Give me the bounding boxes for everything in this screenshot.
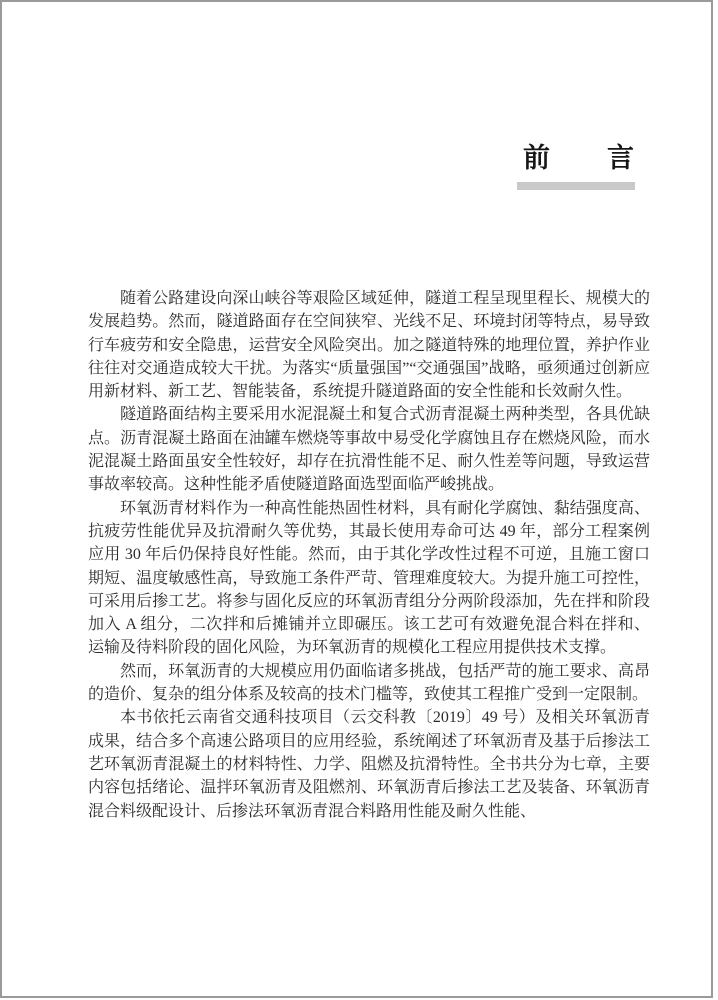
preface-paragraph-4: 然而，环氧沥青的大规模应用仍面临诸多挑战，包括严苛的施工要求、高昂的造价、复杂的组分体系及较高的技术门槛等，致使其工程推广受到一定限制。 bbox=[88, 662, 650, 704]
title-underline-bar bbox=[517, 182, 635, 190]
preface-text bbox=[88, 287, 650, 823]
preface-paragraph-1: 随着公路建设向深山峡谷等艰险区域延伸，隧道工程呈现里程长、规模大的发展趋势。然而，隧道路面存在空间狭窄、光线不足、环境封闭等特点，易导致行车疲劳和安全隐患，运营安全风险突出。加之隧道特殊的地理位置，养护作业往往对交通造成较大干扰。为落实“质量强国”“交通强国”战略，亟须通过创新应用新材料、新工艺、智能装备，系统提升隧道路面的安全性能和长效耐久性。 bbox=[88, 290, 650, 401]
preface-header bbox=[88, 144, 650, 190]
preface-paragraph-2: 隧道路面结构主要采用水泥混凝土和复合式沥青混凝土两种类型，各具优缺点。沥青混凝土路面在油罐车燃烧等事故中易受化学腐蚀且存在燃烧风险，而水泥混凝土路面虽安全性较好，却存在抗滑性能不足、耐久性差等问题，导致运营事故率较高。这种性能矛盾使隧道路面选型面临严峻挑战。 bbox=[88, 406, 650, 494]
preface-paragraph-5: 本书依托云南省交通科技项目（云交科教〔2019〕49 号）及相关环氧沥青成果，结合多个高速公路项目的应用经验，系统阐述了环氧沥青及基于后掺法工艺环氧沥青混凝土的材料特性、力学、阻燃及抗滑特性。全书共分为七章，主要内容包括绪论、温拌环氧沥青及阻燃剂、环氧沥青后掺法工艺及装备、环氧沥青混合料级配设计、后掺法环氧沥青混合料路用性能及耐久性能、 bbox=[88, 709, 650, 820]
preface-paragraph-3: 环氧沥青材料作为一种高性能热固性材料，具有耐化学腐蚀、黏结强度高、抗疲劳性能优异及抗滑耐久等优势，其最长使用寿命可达 49 年，部分工程案例应用 30 年后仍保持良好性能。然而，由于其化学改性过程不可逆，且施工窗口期短、温度敏感性高，导致施工条件严苛、管理难度较大。为提升施工可控性，可采用后掺工艺。将参与固化反应的环氧沥青组分分两阶段添加，先在拌和阶段加入 A 组分，二次拌和后摊铺并立即碾压。该工艺可有效避免混合料在拌和、运输及待料阶段的固化风险，为环氧沥青的规模化工程应用提供技术支撑。 bbox=[88, 499, 650, 657]
page-title: 前 言 bbox=[523, 143, 635, 173]
